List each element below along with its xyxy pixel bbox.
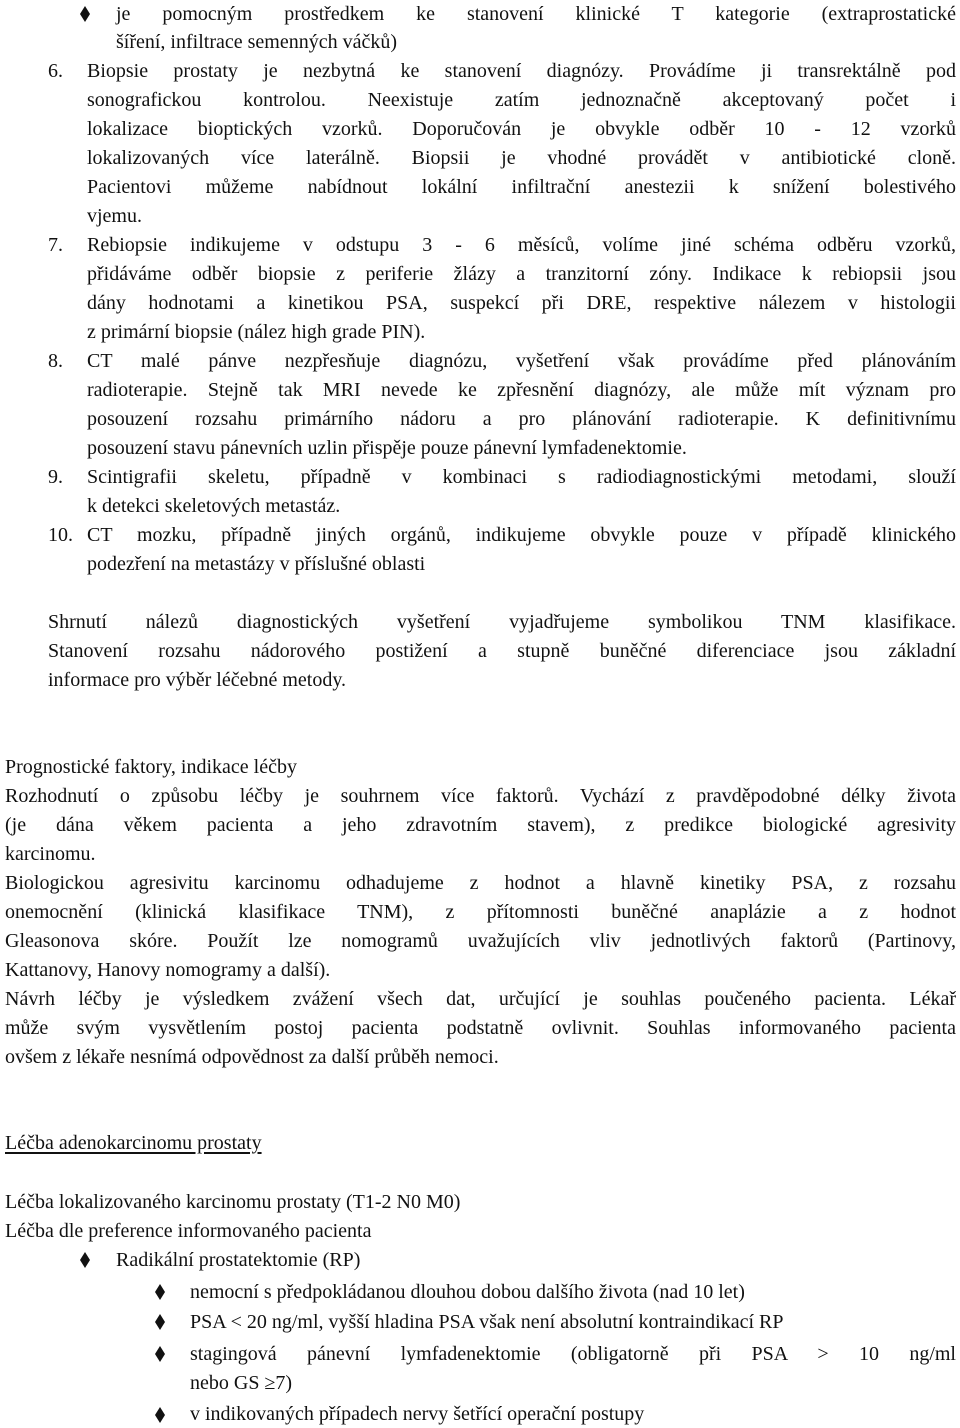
- paragraph-line: může svým vysvětlením postoj pacienta podstatně ovlivnit. Souhlas informovaného pacienta: [5, 1017, 956, 1039]
- list-item-line: vjemu.: [87, 205, 142, 227]
- paragraph-line: onemocnění (klinická klasifikace TNM), z přítomnosti buněčné anaplázie a z hodnot: [5, 901, 956, 923]
- list-item-line: CT mozku, případně jiných orgánů, indikujeme obvykle pouze v případě klinického: [87, 524, 956, 546]
- list-number: 6.: [48, 60, 63, 82]
- paragraph-line: (je dána věkem pacienta a jeho zdravotním stavem), z predikce biologické agresivity: [5, 814, 956, 836]
- list-item-line: lokalizovaných více laterálně. Biopsii je vhodné provádět v antibiotické cloně.: [87, 147, 956, 169]
- diamond-bullet-icon: [155, 1407, 165, 1423]
- section-heading-underlined: Léčba adenokarcinomu prostaty: [5, 1132, 262, 1154]
- sub-item-line: stagingová pánevní lymfadenektomie (obligatorně při PSA > 10 ng/ml: [190, 1343, 956, 1365]
- summary-line: informace pro výběr léčebné metody.: [48, 669, 347, 691]
- bullet-text-line: šíření, infiltrace semenných váčků): [116, 31, 397, 53]
- bullet-text-line: je pomocným prostředkem ke stanovení klinické T kategorie (extraprostatické: [116, 3, 956, 25]
- list-item-line: posouzení rozsahu primárního nádoru a pro plánování radioterapie. K definitivnímu: [87, 408, 956, 430]
- sub-item-line: nemocní s předpokládanou dlouhou dobou dalšího života (nad 10 let): [190, 1281, 745, 1303]
- diamond-bullet-icon: [155, 1284, 165, 1300]
- list-item-line: Biopsie prostaty je nezbytná ke stanovení diagnózy. Provádíme ji transrektálně pod: [87, 60, 956, 82]
- treatment-line: Léčba lokalizovaného karcinomu prostaty (T1-2 N0 M0): [5, 1191, 461, 1213]
- paragraph-line: ovšem z lékaře nesnímá odpovědnost za další průběh nemoci.: [5, 1046, 499, 1068]
- sub-item-line: PSA < 20 ng/ml, vyšší hladina PSA však není absolutní kontraindikací RP: [190, 1311, 784, 1333]
- list-item-line: Pacientovi můžeme nabídnout lokální infiltrační anestezii k snížení bolestivého: [87, 176, 956, 198]
- list-item-line: k detekci skeletových metastáz.: [87, 495, 341, 517]
- paragraph-line: Biologickou agresivitu karcinomu odhadujeme z hodnot a hlavně kinetiky PSA, z rozsahu: [5, 872, 956, 894]
- diamond-bullet-icon: [155, 1346, 165, 1362]
- list-number: 10.: [48, 524, 73, 546]
- list-item-line: sonografickou kontrolou. Neexistuje zatím jednoznačně akceptovaný počet i: [87, 89, 956, 111]
- summary-line: Stanovení rozsahu nádorového postižení a stupně buněčné diferenciace jsou základní: [48, 640, 956, 662]
- paragraph-line: karcinomu.: [5, 843, 96, 865]
- summary-line: Shrnutí nálezů diagnostických vyšetření vyjadřujeme symbolikou TNM klasifikace.: [48, 611, 956, 633]
- section-heading: Prognostické faktory, indikace léčby: [5, 756, 297, 778]
- sub-item-line: v indikovaných případech nervy šetřící operační postupy: [190, 1403, 645, 1425]
- paragraph-line: Gleasonova skóre. Použít lze nomogramů uvažujících vliv jednotlivých faktorů (Partinovy,: [5, 930, 956, 952]
- list-number: 7.: [48, 234, 63, 256]
- list-item-line: Rebiopsie indikujeme v odstupu 3 - 6 měsíců, volíme jiné schéma odběru vzorků,: [87, 234, 956, 256]
- list-item-line: podezření na metastázy v příslušné oblasti: [87, 553, 426, 575]
- list-number: 9.: [48, 466, 63, 488]
- list-item-line: lokalizace bioptických vzorků. Doporučován je obvykle odběr 10 - 12 vzorků: [87, 118, 956, 140]
- paragraph-line: Rozhodnutí o způsobu léčby je souhrnem více faktorů. Vychází z pravděpodobné délky života: [5, 785, 956, 807]
- list-item-line: přidáváme odběr biopsie z periferie žlázy a tranzitorní zóny. Indikace k rebiopsii jsou: [87, 263, 956, 285]
- list-item-line: CT malé pánve nezpřesňuje diagnózu, vyšetření však provádíme před plánováním: [87, 350, 956, 372]
- list-number: 8.: [48, 350, 63, 372]
- treatment-line: Léčba dle preference informovaného pacienta: [5, 1220, 372, 1242]
- list-item-line: z primární biopsie (nález high grade PIN).: [87, 321, 426, 343]
- list-item-line: posouzení stavu pánevních uzlin přispěje pouze pánevní lymfadenektomie.: [87, 437, 687, 459]
- sub-item-line: nebo GS ≥7): [190, 1372, 293, 1394]
- diamond-bullet-icon: [80, 6, 90, 22]
- list-item-line: dány hodnotami a kinetikou PSA, suspekcí při DRE, respektive nálezem v histologii: [87, 292, 956, 314]
- diamond-bullet-icon: [80, 1252, 90, 1268]
- treatment-option: Radikální prostatektomie (RP): [116, 1249, 361, 1271]
- paragraph-line: Návrh léčby je výsledkem zvážení všech dat, určující je souhlas poučeného pacienta. Lékař: [5, 988, 956, 1010]
- paragraph-line: Kattanovy, Hanovy nomogramy a další).: [5, 959, 331, 981]
- list-item-line: radioterapie. Stejně tak MRI nevede ke zpřesnění diagnózy, ale může mít význam pro: [87, 379, 956, 401]
- list-item-line: Scintigrafii skeletu, případně v kombinaci s radiodiagnostickými metodami, slouží: [87, 466, 956, 488]
- diamond-bullet-icon: [155, 1314, 165, 1330]
